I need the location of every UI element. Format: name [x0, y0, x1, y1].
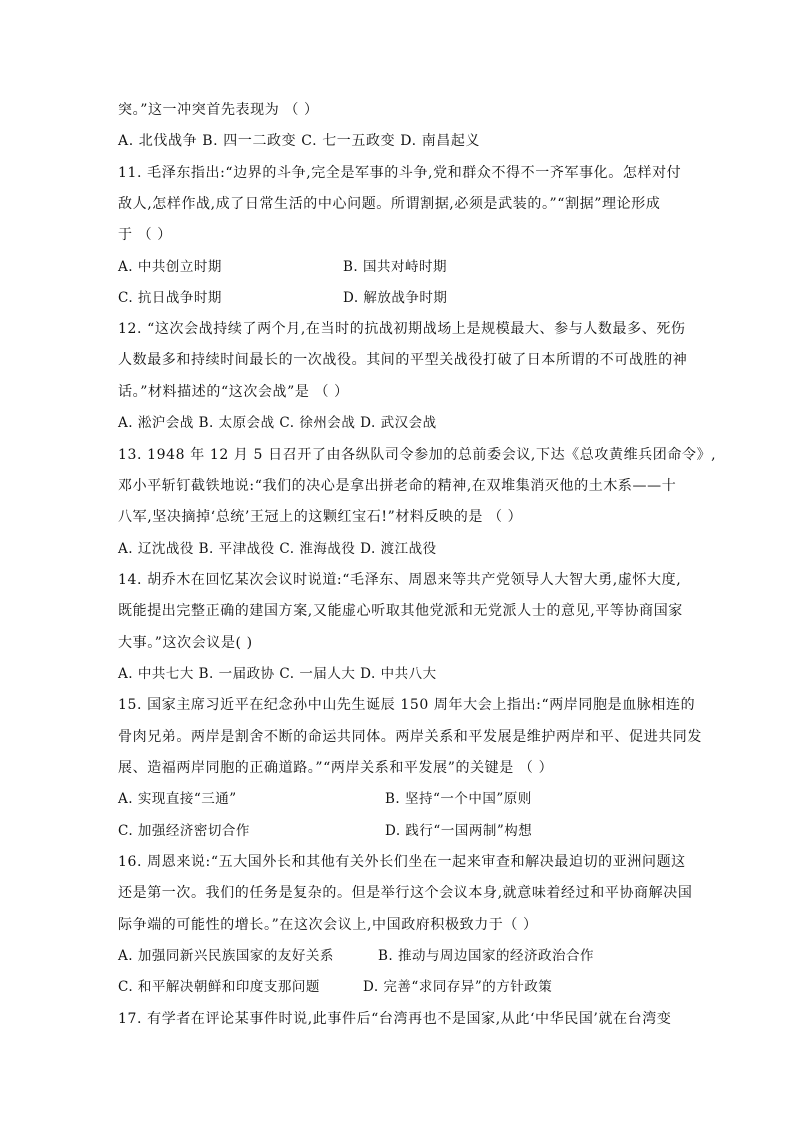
- q13-stem-line2: 邓小平斩钉截铁地说:“我们的决心是拿出拼老命的精神,在双堆集消灭他的土木系——十: [118, 478, 677, 494]
- q11-stem-line1: 11. 毛泽东指出:“边界的斗争,完全是军事的斗争,党和群众不得不一齐军事化。怎样对付: [118, 165, 682, 181]
- q14-options: A. 中共七大 B. 一届政协 C. 一届人大 D. 中共八大: [118, 666, 437, 682]
- q15-stem-line2: 骨肉兄弟。两岸是割舍不断的命运共同体。两岸关系和平发展是维护两岸和平、促进共同发: [118, 729, 702, 745]
- q14-stem-line2: 既能提出完整正确的建国方案,又能虚心听取其他党派和无党派人士的意见,平等协商国家: [118, 603, 683, 619]
- q12-stem-line2: 人数最多和持续时间最长的一次战役。其间的平型关战役打破了日本所谓的不可战胜的神: [118, 352, 688, 368]
- q14-stem-line1: 14. 胡乔木在回忆某次会议时说道:“毛泽东、周恩来等共产党领导人大智大勇,虚怀大度,: [118, 572, 682, 588]
- q16-stem-line1: 16. 周恩来说:“五大国外长和其他有关外长们坐在一起来审查和解决最迫切的亚洲问题这: [118, 854, 686, 870]
- q16-stem-line2: 还是第一次。我们的任务是复杂的。但是举行这个会议本身,就意味着经过和平协商解决国: [118, 885, 693, 901]
- q14-stem-line3: 大事。”这次会议是( ): [118, 635, 253, 651]
- q15-option-d: D. 践行“一国两制”构想: [385, 823, 533, 839]
- q16-option-c: C. 和平解决朝鲜和印度支那问题: [118, 979, 320, 995]
- q15-option-c: C. 加强经济密切合作: [118, 823, 250, 839]
- q11-option-a: A. 中共创立时期: [118, 259, 222, 275]
- q13-stem-line1: 13. 1948 年 12 月 5 日召开了由各纵队司令参加的总前委会议,下达《总攻黄维兵团命令》,: [118, 447, 717, 463]
- q15-stem-line3: 展、造福两岸同胞的正确道路。”“两岸关系和平发展”的关键是 （ ）: [118, 760, 554, 776]
- q11-option-c: C. 抗日战争时期: [118, 290, 222, 306]
- q16-option-b: B. 推动与周边国家的经济政治合作: [378, 948, 595, 964]
- q12-stem-line1: 12. “这次会战持续了两个月,在当时的抗战初期战场上是规模最大、参与人数最多、死伤: [118, 321, 686, 337]
- q12-stem-line3: 话。”材料描述的“这次会战”是 （ ）: [118, 384, 349, 400]
- q16-option-a: A. 加强同新兴民族国家的友好关系: [118, 948, 334, 964]
- q15-stem-line1: 15. 国家主席习近平在纪念孙中山先生诞辰 150 周年大会上指出:“两岸同胞是血脉相连的: [118, 697, 696, 713]
- q16-stem-line3: 际争端的可能性的增长。”在这次会议上,中国政府积极致力于（ ）: [118, 917, 538, 933]
- q15-option-b: B. 坚持“一个中国”原则: [385, 791, 532, 807]
- q11-stem-line3: 于 （ ）: [118, 227, 172, 243]
- q11-option-d: D. 解放战争时期: [343, 290, 448, 306]
- q15-option-a: A. 实现直接“三通”: [118, 791, 237, 807]
- q11-option-b: B. 国共对峙时期: [343, 259, 448, 275]
- q16-option-d: D. 完善“求同存异”的方针政策: [363, 979, 553, 995]
- q10-stem-end: 突。”这一冲突首先表现为 （ ）: [118, 102, 319, 118]
- q11-stem-line2: 敌人,怎样作战,成了日常生活的中心问题。所谓割据,必须是武装的。”“割据”理论形成: [118, 196, 661, 212]
- q13-options: A. 辽沈战役 B. 平津战役 C. 淮海战役 D. 渡江战役: [118, 541, 437, 557]
- q17-stem-line1: 17. 有学者在评论某事件时说,此事件后“台湾再也不是国家,从此‘中华民国’就在台湾变: [118, 1011, 672, 1027]
- q13-stem-line3: 八军,坚决摘掉‘总统’王冠上的这颗红宝石!”材料反映的是 （ ）: [118, 509, 523, 525]
- q10-options: A. 北伐战争 B. 四一二政变 C. 七一五政变 D. 南昌起义: [118, 133, 481, 149]
- q12-options: A. 淞沪会战 B. 太原会战 C. 徐州会战 D. 武汉会战: [118, 415, 437, 431]
